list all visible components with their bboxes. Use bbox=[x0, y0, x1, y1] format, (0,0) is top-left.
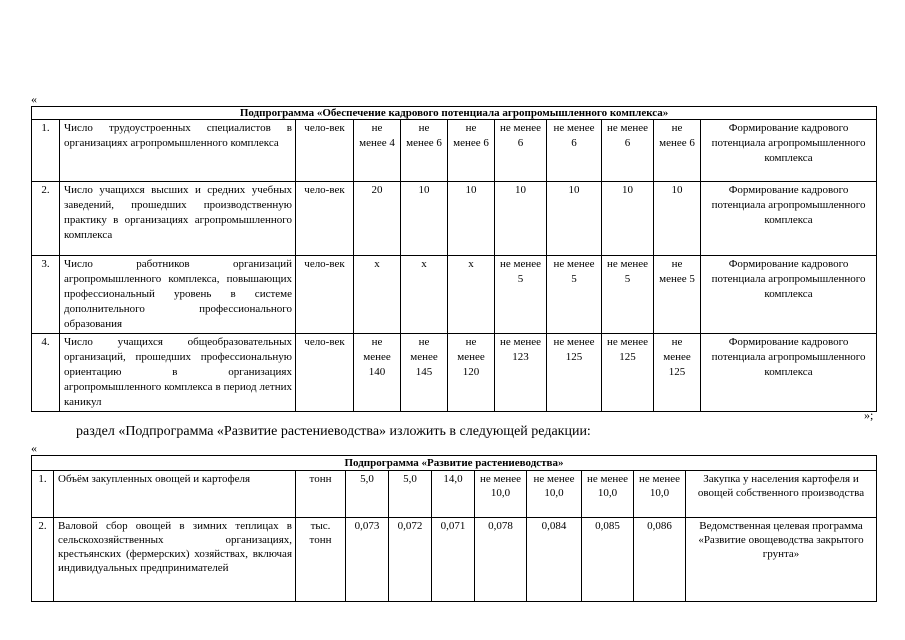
value-cell: 10 bbox=[495, 182, 547, 256]
value-cell: не менее 123 bbox=[495, 334, 547, 412]
value-cell: не менее 5 bbox=[602, 256, 654, 334]
section-paragraph: раздел «Подпрограмма «Развитие растениеводства» изложить в следующей редакции: bbox=[76, 424, 591, 439]
indicator-name: Объём закупленных овощей и картофеля bbox=[54, 471, 296, 518]
note-cell: Формирование кадрового потенциала агропромышленного комплекса bbox=[701, 120, 877, 182]
value-cell: не менее 140 bbox=[354, 334, 401, 412]
value-cell: не менее 120 bbox=[448, 334, 495, 412]
value-cell: х bbox=[401, 256, 448, 334]
value-cell: 10 bbox=[547, 182, 602, 256]
table1-title: Подпрограмма «Обеспечение кадрового потенциала агропромышленного комплекса» bbox=[32, 107, 877, 120]
row-number: 1. bbox=[32, 120, 60, 182]
indicator-name: Число учащихся общеобразовательных организаций, прошедших профессиональную ориентацию в организациях агропромышленного комплекса в период летних каникул bbox=[60, 334, 296, 412]
unit-cell: чело-век bbox=[296, 334, 354, 412]
value-cell: 10 bbox=[602, 182, 654, 256]
value-cell: 0,085 bbox=[582, 518, 634, 602]
value-cell: не менее 6 bbox=[654, 120, 701, 182]
value-cell: не менее 5 bbox=[547, 256, 602, 334]
value-cell: 0,073 bbox=[346, 518, 389, 602]
value-cell: не менее 10,0 bbox=[634, 471, 686, 518]
value-cell: не менее 10,0 bbox=[527, 471, 582, 518]
value-cell: не менее 6 bbox=[448, 120, 495, 182]
unit-cell: чело-век bbox=[296, 120, 354, 182]
value-cell: 10 bbox=[448, 182, 495, 256]
table-row bbox=[32, 256, 877, 334]
open-quote: « bbox=[31, 92, 37, 106]
unit-cell: чело-век bbox=[296, 182, 354, 256]
note-cell: Формирование кадрового потенциала агропромышленного комплекса bbox=[701, 334, 877, 412]
row-number: 2. bbox=[32, 182, 60, 256]
indicator-name: Число работников организаций агропромышленного комплекса, повышающих профессиональный уровень в системе дополнительного профессионального образования bbox=[60, 256, 296, 334]
value-cell: х bbox=[354, 256, 401, 334]
value-cell: х bbox=[448, 256, 495, 334]
note-cell: Формирование кадрового потенциала агропромышленного комплекса bbox=[701, 182, 877, 256]
table-row bbox=[32, 120, 877, 182]
value-cell: не менее 10,0 bbox=[582, 471, 634, 518]
open-quote-2: « bbox=[31, 441, 37, 455]
indicator-name: Число учащихся высших и средних учебных заведений, прошедших производственную практику в организациях агропромышленного комплекса bbox=[60, 182, 296, 256]
value-cell: не менее 10,0 bbox=[475, 471, 527, 518]
table2-title: Подпрограмма «Развитие растениеводства» bbox=[32, 456, 877, 471]
unit-cell: тыс. тонн bbox=[296, 518, 346, 602]
value-cell: не менее 125 bbox=[547, 334, 602, 412]
indicator-name: Число трудоустроенных специалистов в организациях агропромышленного комплекса bbox=[60, 120, 296, 182]
value-cell: 0,071 bbox=[432, 518, 475, 602]
close-quote: »; bbox=[864, 408, 874, 422]
table-row bbox=[32, 518, 877, 602]
value-cell: не менее 145 bbox=[401, 334, 448, 412]
row-number: 4. bbox=[32, 334, 60, 412]
value-cell: не менее 125 bbox=[602, 334, 654, 412]
row-number: 2. bbox=[32, 518, 54, 602]
value-cell: 0,086 bbox=[634, 518, 686, 602]
table-row bbox=[32, 471, 877, 518]
row-number: 3. bbox=[32, 256, 60, 334]
value-cell: 0,084 bbox=[527, 518, 582, 602]
value-cell: 0,072 bbox=[389, 518, 432, 602]
table-row bbox=[32, 182, 877, 256]
value-cell: 20 bbox=[354, 182, 401, 256]
value-cell: не менее 125 bbox=[654, 334, 701, 412]
value-cell: 10 bbox=[401, 182, 448, 256]
indicator-name: Валовой сбор овощей в зимних теплицах в сельскохозяйственных организациях, крестьянских (фермерских) хозяйствах, включая индивидуальных предпринимателей bbox=[54, 518, 296, 602]
unit-cell: тонн bbox=[296, 471, 346, 518]
note-cell: Формирование кадрового потенциала агропромышленного комплекса bbox=[701, 256, 877, 334]
value-cell: не менее 6 bbox=[602, 120, 654, 182]
value-cell: не менее 5 bbox=[654, 256, 701, 334]
row-number: 1. bbox=[32, 471, 54, 518]
value-cell: не менее 4 bbox=[354, 120, 401, 182]
note-cell: Ведомственная целевая программа «Развитие овощеводства закрытого грунта» bbox=[686, 518, 877, 602]
value-cell: 14,0 bbox=[432, 471, 475, 518]
value-cell: 5,0 bbox=[389, 471, 432, 518]
value-cell: 0,078 bbox=[475, 518, 527, 602]
table-kadrovy-potencial bbox=[31, 106, 877, 412]
value-cell: не менее 5 bbox=[495, 256, 547, 334]
value-cell: не менее 6 bbox=[495, 120, 547, 182]
value-cell: не менее 6 bbox=[401, 120, 448, 182]
value-cell: 10 bbox=[654, 182, 701, 256]
value-cell: не менее 6 bbox=[547, 120, 602, 182]
table-row bbox=[32, 334, 877, 412]
table-rastenievodstvo bbox=[31, 455, 877, 602]
note-cell: Закупка у населения картофеля и овощей собственного производства bbox=[686, 471, 877, 518]
unit-cell: чело-век bbox=[296, 256, 354, 334]
value-cell: 5,0 bbox=[346, 471, 389, 518]
